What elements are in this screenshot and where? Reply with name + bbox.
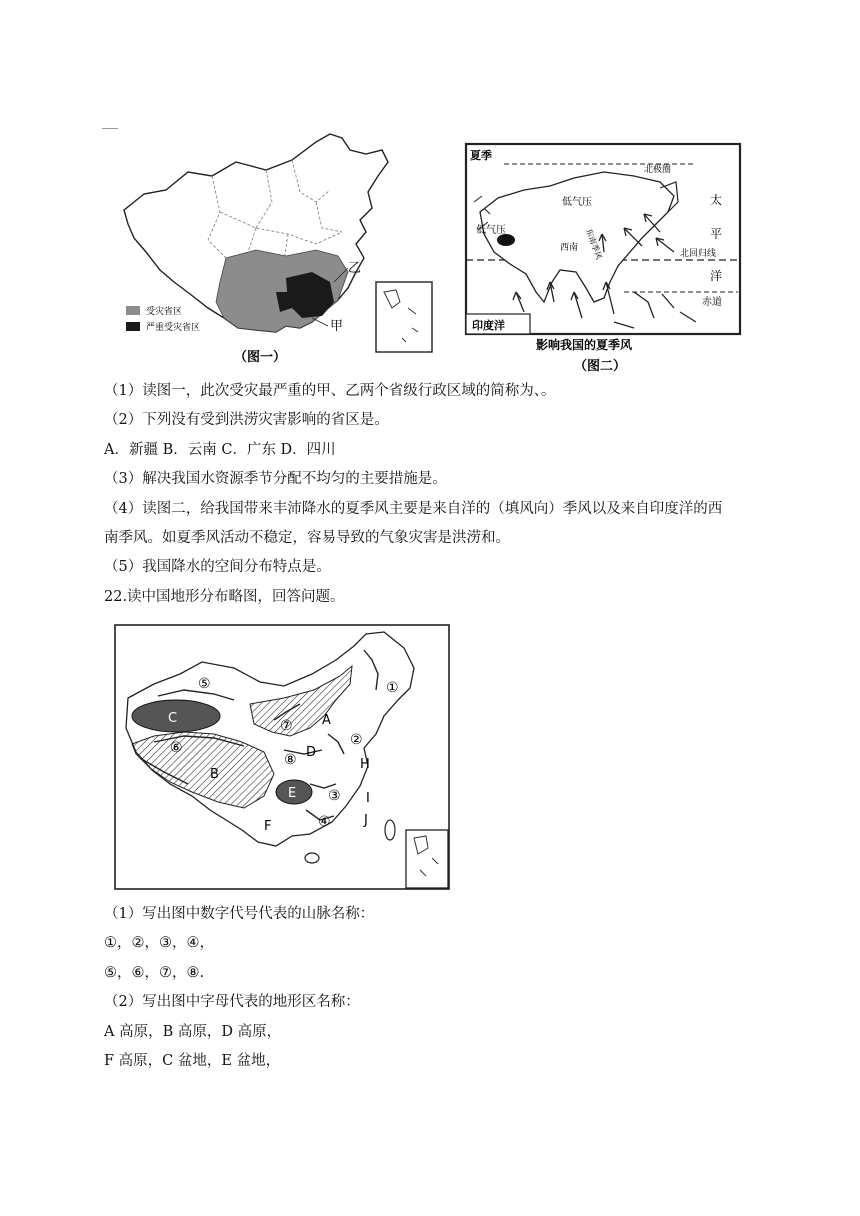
letter-c: C xyxy=(168,711,178,726)
legend-affected: 受灾省区 xyxy=(146,307,183,317)
num-7: ⑦ xyxy=(280,718,293,734)
num-1: ① xyxy=(386,680,399,696)
label-summer: 夏季 xyxy=(470,149,492,162)
figure-two-caption: （图二） xyxy=(574,359,627,374)
q21-item-4-line2: 南季风。如夏季风活动不稳定，容易导致的气象灾害是洪涝和。 xyxy=(104,530,510,546)
terrain-inset xyxy=(406,830,448,888)
figure-terrain-map xyxy=(114,624,450,890)
letter-a: A xyxy=(322,713,331,728)
num-8: ⑧ xyxy=(284,752,297,768)
label-yi: 乙 xyxy=(348,261,362,276)
num-5: ⑤ xyxy=(198,676,211,692)
q21-item-5: （5）我国降水的空间分布特点是。 xyxy=(104,559,331,575)
figure-one-map xyxy=(116,132,442,370)
q22-regions-line1: A 高原，B 高原，D 高原， xyxy=(104,1024,282,1040)
label-pacific-3: 洋 xyxy=(710,269,723,283)
label-low-pressure-west: 低气压 xyxy=(476,225,506,236)
q21-options: A．新疆 B．云南 C．广东 D．四川 xyxy=(104,442,336,458)
num-2: ② xyxy=(350,732,363,748)
label-arctic-circle: 北极圈 xyxy=(644,165,672,175)
letter-d: D xyxy=(306,745,317,760)
legend-swatch-affected xyxy=(126,306,140,315)
label-pacific-2: 平 xyxy=(710,227,723,241)
figure-two-title: 影响我国的夏季风 xyxy=(536,338,633,352)
letter-b: B xyxy=(210,767,219,782)
q22-item-2: （2）写出图中字母代表的地形区名称： xyxy=(104,994,360,1010)
q21-item-2: （2）下列没有受到洪涝灾害影响的省区是。 xyxy=(104,412,389,428)
label-tropic: 北回归线 xyxy=(680,249,717,259)
letter-f: F xyxy=(264,819,272,834)
label-pacific-1: 太 xyxy=(710,193,723,207)
letter-i: I xyxy=(366,791,370,806)
q21-item-4-line1: （4）读图二，给我国带来丰沛降水的夏季风主要是来自洋的（填风向）季风以及来自印度洋的西 xyxy=(104,501,723,517)
q22-mountains-line1: ①，②，③，④， xyxy=(104,935,214,951)
label-southwest-monsoon: 西南 xyxy=(560,243,579,253)
q22-item-1: （1）写出图中数字代号代表的山脉名称： xyxy=(104,906,375,922)
num-4: ④ xyxy=(318,814,331,830)
q21-item-3: （3）解决我国水资源季节分配不均匀的主要措施是。 xyxy=(104,471,447,487)
legend-swatch-severe xyxy=(126,322,140,331)
num-6: ⑥ xyxy=(170,740,183,756)
letter-h: H xyxy=(360,757,370,772)
letter-j: J xyxy=(364,813,368,828)
num-3: ③ xyxy=(328,788,341,804)
label-low-pressure-north: 低气压 xyxy=(562,197,592,208)
label-jia: 甲 xyxy=(330,319,344,334)
figure-two-map xyxy=(464,142,744,376)
q21-item-1: （1）读图一，此次受灾最严重的甲、乙两个省级行政区域的简称为、。 xyxy=(104,383,556,399)
label-southeast-monsoon: 东南季风 xyxy=(584,227,604,261)
q22-title: 22.读中国地形分布略图，回答问题。 xyxy=(104,589,345,605)
figure-one-caption: （图一） xyxy=(234,350,287,365)
legend-severe: 严重受灾省区 xyxy=(146,323,201,333)
label-equator: 赤道 xyxy=(702,297,722,308)
header-dash xyxy=(102,128,118,129)
label-indian-ocean: 印度洋 xyxy=(472,319,505,332)
q22-regions-line2: F 高原，C 盆地，E 盆地， xyxy=(104,1053,281,1069)
q22-mountains-line2: ⑤，⑥，⑦，⑧. xyxy=(104,965,205,981)
letter-e: E xyxy=(288,786,297,801)
